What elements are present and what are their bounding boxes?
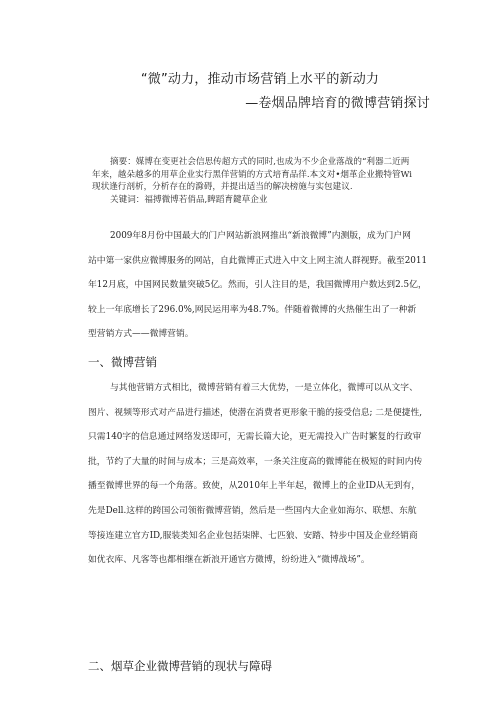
paragraph-line: 只需140字的信息通过网络发送即可，无需长篇大论，更无需投入广告时繁复的行政审 (88, 432, 422, 443)
paragraph-line: 型营销方式——微博营销。 (88, 329, 194, 340)
section-heading-1: 一、微博营销 (88, 355, 157, 369)
paragraph-line: 如优衣库、凡客等也都相继在新浪开通官方微博，纷纷进入“微博战场”。 (88, 555, 370, 566)
paragraph-line: 年12月底，中国网民数量突破5亿。然而，引人注目的是，我国微博用户数达到2.5亿， (88, 280, 427, 291)
keywords-line: 关键词：福搏微博若俏品,睥蹈育鍵草企业 (110, 194, 268, 205)
paragraph-line: 等接连建立官方ID,服装类知名企业包括柒牌、七匹狼、安踏、特步中国及企业经销商 (88, 530, 418, 541)
paragraph-line: 先是Dell.这样的跨国公司领衔微博营销，然后是一些国内大企业如海尔、联想、东航 (88, 505, 417, 516)
document-title: “微”动力，推动市场营销上水平的新动力 (140, 72, 380, 87)
paragraph-intro (88, 224, 433, 347)
paragraph-line: 图片、视频等形式对产品进行描述，使潜在消费者更形象干脆的接受信息; 二是便捷性, (88, 407, 423, 418)
paragraph-line: 批，节约了大量的时间与成本；三是高效率，一条关注度高的微博能在极短的时间内传 (88, 456, 423, 467)
paragraph-line: 播至微博世界的每一个角落。致使，从2010年上半年起，微博上的企业ID从无到有， (88, 481, 421, 492)
abstract-block (92, 156, 422, 206)
paragraph-line: 2009年8月份中国最大的门户网站新浪网推出“新浪微博”内测版，成为门户网 (110, 231, 411, 241)
paragraph-line: 与其他营销方式相比，微博营销有着三大优势，一是立体化，微博可以从文字、 (110, 383, 418, 393)
abstract-line: 现状逢行剖析，分析存在的滁碍，并提出适当的解决榜施与实包建议. (92, 182, 353, 192)
abstract-line: 年来，越朵越多的用草企业实行黑佯营销的方式培育品徉.本文对•烟革企业搬特管Wi (92, 169, 413, 180)
document-subtitle: —卷烟品牌培育的微博营销探讨 (245, 96, 430, 111)
paragraph-line: 较上一年底增长了296.0%,网民运用率为48.7%。伴随着微博的火热催生出了一种新 (88, 304, 417, 315)
paragraph-line: 站中第一家供应微博服务的网站，自此微博正式进入中文上网主流人群视野。截至2011 (88, 255, 428, 266)
section-heading-2: 二、烟草企业微博营销的现状与障碍 (88, 659, 272, 673)
abstract-line: 摘要：媒博在变更社会信思传超方式的同时,也成为不少企业落战的“利器二近两 (110, 157, 410, 167)
paragraph-microblog (88, 376, 433, 573)
